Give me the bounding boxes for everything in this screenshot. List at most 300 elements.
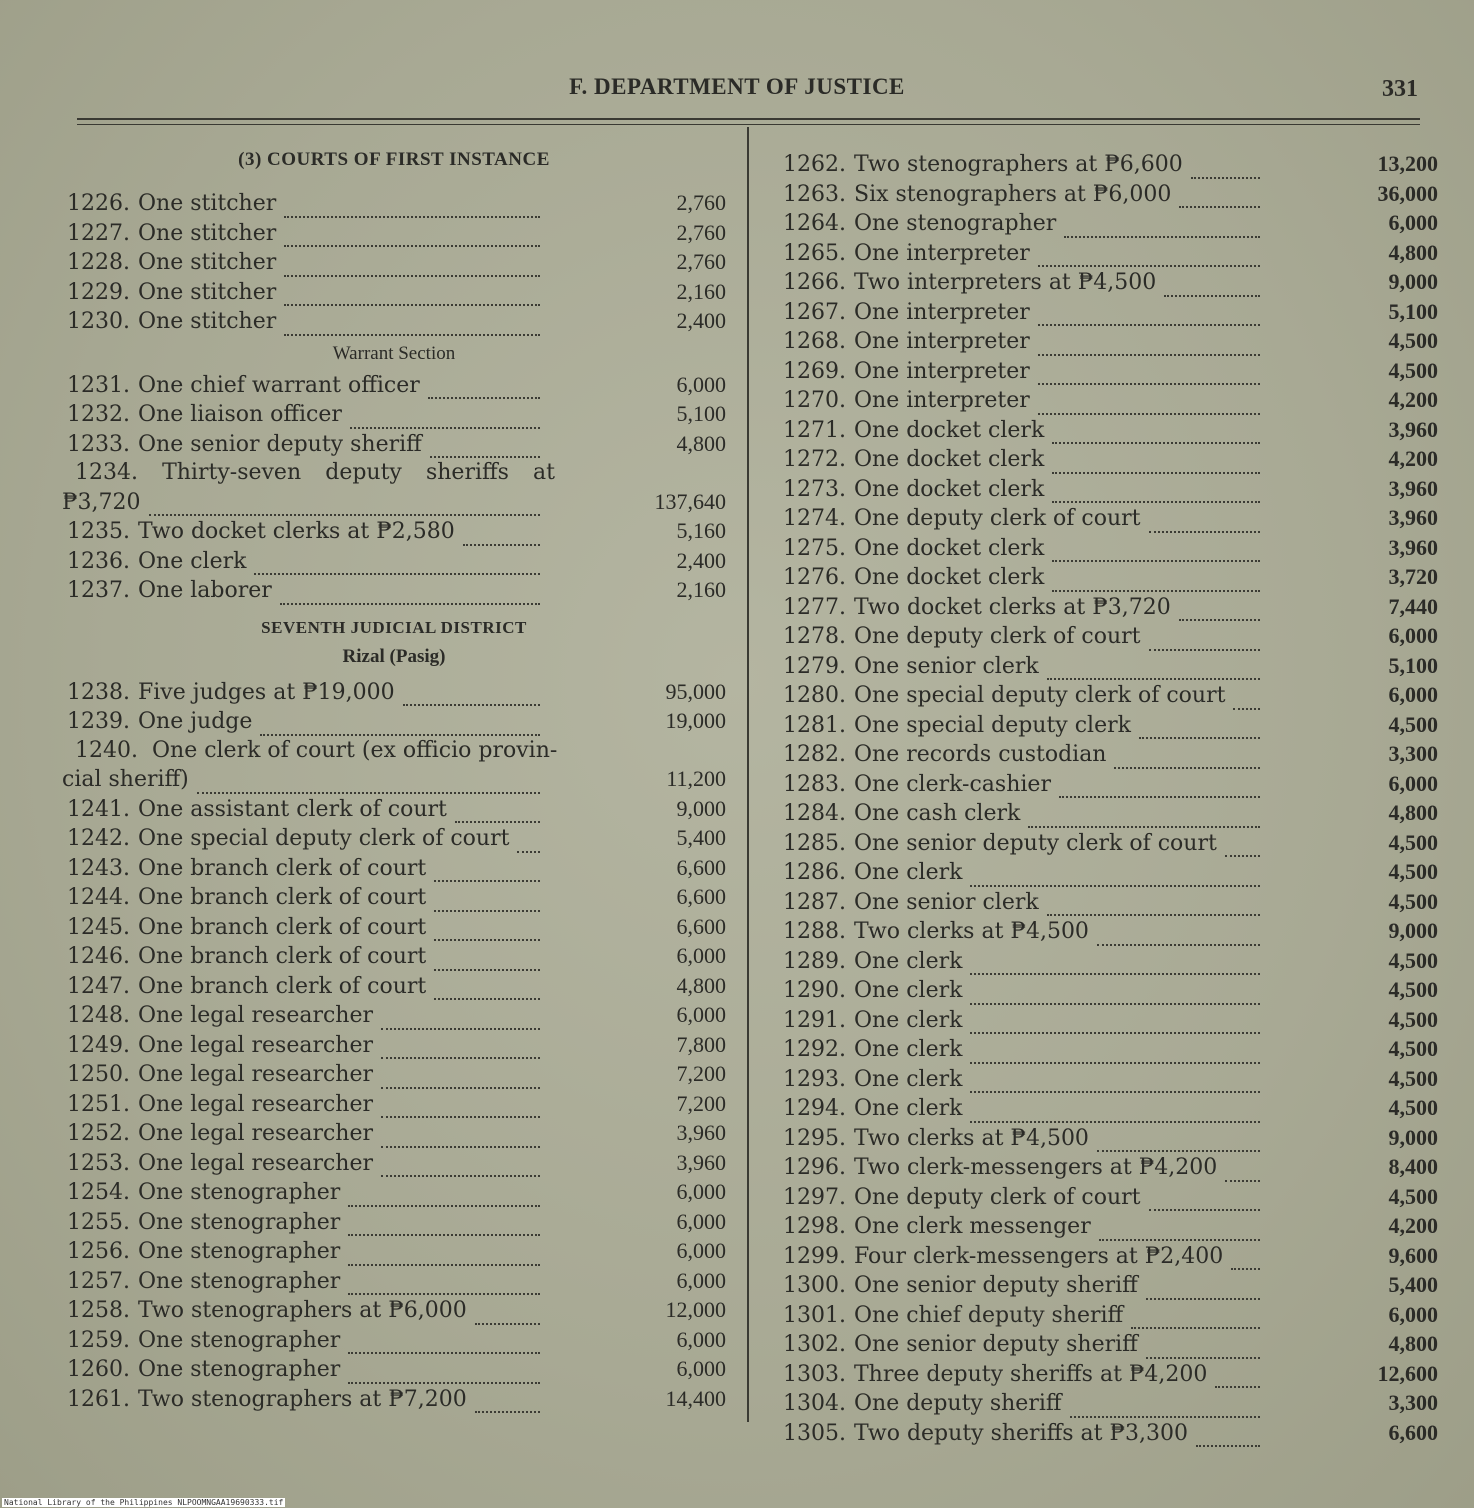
list-item — [778, 563, 1438, 593]
leader-dots — [284, 196, 540, 218]
leader-dots — [381, 1067, 540, 1089]
list-item — [778, 1419, 1438, 1449]
list-item — [62, 371, 726, 401]
leader-dots — [1038, 363, 1260, 385]
item-desc: One clerk of court (ex officio provin- — [151, 737, 558, 763]
leader-dots — [348, 1214, 540, 1236]
leader-dots — [1097, 924, 1260, 946]
list-item — [62, 459, 726, 517]
item-amount: 6,000 — [1388, 1301, 1438, 1327]
item-desc: One senior deputy clerk of court — [854, 830, 1217, 856]
item-number: 1277. — [783, 594, 846, 620]
list-item — [62, 1001, 726, 1031]
left-group-5 — [62, 795, 726, 1415]
list-item — [62, 1060, 726, 1090]
leader-dots — [1052, 452, 1260, 474]
item-number: 1304. — [783, 1391, 846, 1416]
item-amount: 4,500 — [1388, 357, 1438, 383]
item-number: 1241. — [67, 796, 130, 822]
item-number: 1271. — [783, 417, 846, 443]
page-number: 331 — [1382, 76, 1418, 102]
item-amount: 4,800 — [1388, 239, 1438, 265]
item-number: 1245. — [67, 914, 130, 940]
item-number: 1288. — [783, 919, 846, 944]
item-desc: One legal researcher — [138, 1091, 374, 1117]
item-desc: One interpreter — [854, 388, 1030, 413]
list-item — [778, 888, 1438, 918]
list-item — [778, 711, 1438, 741]
list-item — [778, 947, 1438, 977]
item-desc: One docket clerk — [854, 476, 1045, 502]
list-item — [62, 278, 726, 308]
leader-dots — [1114, 747, 1260, 769]
leader-dots — [1131, 1307, 1260, 1329]
list-item — [778, 829, 1438, 859]
list-item — [778, 386, 1438, 416]
item-desc: One legal researcher — [138, 1121, 374, 1146]
item-amount: 4,200 — [1388, 1213, 1438, 1238]
list-item — [62, 1178, 726, 1208]
item-desc: One special deputy clerk of court — [138, 826, 510, 851]
item-desc: One stenographer — [138, 1239, 341, 1264]
item-amount: 4,500 — [1388, 1036, 1438, 1061]
list-item — [62, 307, 726, 337]
item-number: 1290. — [783, 978, 846, 1003]
item-desc: One stenographer — [138, 1357, 341, 1382]
item-number: 1293. — [783, 1066, 846, 1092]
item-desc: One branch clerk of court — [138, 944, 427, 969]
item-desc: Five judges at ₱19,000 — [138, 679, 395, 705]
leader-dots — [1059, 776, 1260, 798]
item-desc: One senior deputy sheriff — [854, 1273, 1138, 1298]
item-number: 1284. — [783, 801, 846, 826]
item-number: 1303. — [783, 1361, 846, 1387]
item-desc: One docket clerk — [854, 447, 1045, 472]
item-number: 1297. — [783, 1184, 846, 1210]
item-number: 1273. — [783, 476, 846, 502]
header-rule-thin — [77, 124, 1420, 125]
item-amount: 6,600 — [1388, 1419, 1438, 1445]
list-item — [62, 248, 726, 278]
list-item — [62, 1267, 726, 1297]
item-desc: One chief warrant officer — [138, 372, 420, 398]
item-number: 1302. — [783, 1332, 846, 1357]
left-group-4 — [62, 678, 726, 737]
item-amount: 3,300 — [1388, 1390, 1438, 1415]
item-desc: One stenographer — [138, 1268, 341, 1294]
item-number: 1296. — [783, 1155, 846, 1180]
item-number: 1292. — [783, 1037, 846, 1062]
item-desc: One interpreter — [854, 240, 1030, 266]
item-amount: 3,960 — [676, 1149, 726, 1175]
item-desc: One chief deputy sheriff — [854, 1302, 1124, 1328]
item-amount: 4,800 — [676, 430, 726, 456]
leader-dots — [1139, 717, 1260, 739]
item-desc: One special deputy clerk — [854, 712, 1131, 738]
item-desc: One clerk — [854, 1007, 963, 1033]
item-amount: 6,600 — [676, 913, 726, 939]
item-number: 1286. — [783, 860, 846, 885]
item-number: 1300. — [783, 1273, 846, 1298]
item-number: 1227. — [67, 220, 130, 246]
list-item — [62, 547, 726, 577]
item-amount: 4,500 — [1388, 1183, 1438, 1209]
item-number: 1287. — [783, 889, 846, 915]
item-number: 1244. — [67, 885, 130, 910]
left-group-2 — [62, 371, 726, 460]
item-number: 1276. — [783, 565, 846, 590]
item-desc: One clerk — [854, 978, 963, 1003]
item-number: 1259. — [67, 1327, 130, 1353]
list-item — [778, 268, 1438, 298]
leader-dots — [1052, 422, 1260, 444]
leader-dots — [475, 1303, 540, 1325]
list-item — [62, 824, 726, 854]
leader-dots — [1164, 275, 1260, 297]
item-desc: One interpreter — [854, 329, 1030, 354]
list-item — [778, 1212, 1438, 1242]
page-header-title: F. DEPARTMENT OF JUSTICE — [569, 74, 905, 99]
item-amount: 4,800 — [676, 972, 726, 998]
item-amount: 9,000 — [1388, 918, 1438, 943]
list-item — [62, 1208, 726, 1238]
item-desc: One clerk — [854, 860, 963, 885]
list-item — [778, 298, 1438, 328]
list-item — [62, 972, 726, 1002]
item-number: 1270. — [783, 388, 846, 413]
list-item — [62, 737, 726, 795]
list-item — [778, 239, 1438, 269]
item-desc: One clerk — [854, 1037, 963, 1062]
item-amount: 6,000 — [1388, 210, 1438, 235]
leader-dots — [1146, 1278, 1260, 1300]
item-number: 1254. — [67, 1180, 130, 1205]
leader-dots — [517, 831, 540, 853]
leader-dots — [428, 377, 540, 399]
leader-dots — [434, 919, 540, 941]
list-item — [778, 1330, 1438, 1360]
item-number: 1230. — [67, 309, 130, 334]
item-desc: Two docket clerks at ₱3,720 — [854, 594, 1171, 620]
leader-dots — [1149, 1189, 1260, 1211]
leader-dots — [254, 553, 540, 575]
item-amount: 2,160 — [676, 577, 726, 602]
item-number: 1260. — [67, 1357, 130, 1382]
item-number: 1251. — [67, 1091, 130, 1117]
leader-dots — [1215, 1366, 1260, 1388]
item-desc: One docket clerk — [854, 565, 1045, 590]
list-item — [778, 1301, 1438, 1331]
item-amount: 4,200 — [1388, 387, 1438, 412]
item-desc: One interpreter — [854, 299, 1030, 325]
item-amount: 6,000 — [676, 371, 726, 397]
item-desc: One clerk messenger — [854, 1214, 1091, 1239]
list-item — [62, 883, 726, 913]
list-item — [62, 400, 726, 430]
item-amount: 6,600 — [676, 854, 726, 880]
item-amount: 95,000 — [665, 678, 726, 704]
list-item — [778, 1360, 1438, 1390]
item-desc-word: deputy — [325, 460, 402, 485]
item-number: 1232. — [67, 402, 130, 427]
item-desc: Two clerks at ₱4,500 — [854, 919, 1089, 944]
list-item — [778, 504, 1438, 534]
item-number: 1269. — [783, 358, 846, 384]
item-number: 1257. — [67, 1268, 130, 1294]
leader-dots — [1146, 1337, 1260, 1359]
item-amount: 3,960 — [676, 1120, 726, 1145]
item-amount: 3,300 — [1388, 741, 1438, 766]
list-item — [778, 858, 1438, 888]
item-number: 1266. — [783, 270, 846, 295]
item-amount: 2,760 — [676, 219, 726, 245]
leader-dots — [1070, 1396, 1261, 1418]
district-heading: SEVENTH JUDICIAL DISTRICT — [261, 617, 527, 637]
item-number: 1234. — [75, 460, 138, 485]
item-desc: One stitcher — [138, 220, 277, 246]
leader-dots — [284, 314, 540, 336]
item-desc: One stenographer — [138, 1180, 341, 1205]
item-number: 1248. — [67, 1003, 130, 1028]
item-amount: 9,600 — [1388, 1242, 1438, 1268]
list-item — [778, 150, 1438, 180]
item-number: 1238. — [67, 679, 130, 705]
item-desc: One deputy clerk of court — [854, 506, 1141, 531]
leader-dots — [1052, 570, 1260, 592]
item-number: 1282. — [783, 742, 846, 767]
item-number: 1255. — [67, 1209, 130, 1235]
list-item — [62, 854, 726, 884]
list-item — [778, 976, 1438, 1006]
item-desc: Two stenographers at ₱6,000 — [138, 1298, 467, 1323]
scan-footer: National Library of the Philippines NLPOOMNGAA19690333.tif — [4, 1498, 284, 1507]
item-desc: One stenographer — [138, 1209, 341, 1235]
item-desc: One stitcher — [138, 250, 277, 275]
item-number: 1226. — [67, 191, 130, 216]
item-desc: One interpreter — [854, 358, 1030, 384]
item-desc: One records custodian — [854, 742, 1107, 767]
list-item — [778, 209, 1438, 239]
item-desc: One stitcher — [138, 279, 277, 305]
item-desc: One liaison officer — [138, 402, 342, 427]
leader-dots — [149, 494, 540, 516]
item-number: 1258. — [67, 1298, 130, 1323]
section-title: (3) COURTS OF FIRST INSTANCE — [238, 149, 550, 170]
list-item — [778, 917, 1438, 947]
item-amount: 6,000 — [676, 1179, 726, 1204]
left-group-1 — [62, 189, 726, 337]
leader-dots — [1038, 245, 1260, 267]
item-desc: One docket clerk — [854, 535, 1045, 561]
leader-dots — [348, 1273, 540, 1295]
leader-dots — [1028, 806, 1260, 828]
item-amount: 4,500 — [1388, 1065, 1438, 1091]
item-desc: One stenographer — [138, 1327, 341, 1353]
item-number: 1274. — [783, 506, 846, 531]
leader-dots — [434, 860, 540, 882]
item-desc-continued: ₱3,720 — [62, 489, 141, 515]
leader-dots — [284, 255, 540, 277]
leader-dots — [381, 1155, 540, 1177]
item-amount: 11,200 — [666, 766, 726, 791]
list-item — [62, 517, 726, 547]
item-amount: 6,000 — [1388, 623, 1438, 648]
item-desc: One judge — [138, 709, 253, 734]
leader-dots — [463, 524, 540, 546]
leader-dots — [434, 978, 540, 1000]
item-amount: 5,400 — [676, 825, 726, 850]
item-number: 1240. — [75, 737, 138, 763]
item-number: 1263. — [783, 181, 846, 207]
list-item — [778, 681, 1438, 711]
list-item — [62, 1385, 726, 1415]
item-desc: One senior deputy sheriff — [854, 1332, 1138, 1357]
list-item — [778, 652, 1438, 682]
warrant-section-heading: Warrant Section — [332, 342, 456, 364]
item-number: 1246. — [67, 944, 130, 969]
leader-dots — [970, 1042, 1260, 1064]
leader-dots — [970, 1012, 1260, 1034]
item-amount: 6,000 — [1388, 770, 1438, 796]
item-desc: One special deputy clerk of court — [854, 683, 1226, 708]
item-number: 1262. — [783, 152, 846, 177]
list-item — [778, 799, 1438, 829]
item-amount: 6,000 — [676, 1267, 726, 1293]
item-amount: 4,800 — [1388, 800, 1438, 825]
item-desc: One assistant clerk of court — [138, 796, 447, 822]
item-amount: 5,160 — [676, 518, 726, 543]
leader-dots — [970, 1101, 1260, 1123]
item-desc: One senior deputy sheriff — [138, 431, 422, 457]
list-item — [62, 1031, 726, 1061]
leader-dots — [381, 1008, 540, 1030]
item-number: 1280. — [783, 683, 846, 708]
item-amount: 2,760 — [676, 249, 726, 274]
item-number: 1265. — [783, 240, 846, 266]
item-amount: 6,000 — [1388, 682, 1438, 707]
item-amount: 6,000 — [676, 1208, 726, 1234]
item-number: 1231. — [67, 372, 130, 398]
item-number: 1301. — [783, 1302, 846, 1328]
header-rule — [77, 118, 1420, 120]
leader-dots — [284, 284, 540, 306]
item-amount: 12,600 — [1377, 1360, 1438, 1386]
left-group-3 — [62, 517, 726, 606]
item-amount: 3,960 — [1388, 475, 1438, 501]
list-item — [778, 327, 1438, 357]
leader-dots — [381, 1126, 540, 1148]
leader-dots — [970, 953, 1260, 975]
leader-dots — [1149, 629, 1260, 651]
item-amount: 13,200 — [1377, 151, 1438, 176]
leader-dots — [1191, 157, 1260, 179]
leader-dots — [1231, 1248, 1260, 1270]
list-item — [62, 219, 726, 249]
list-item — [62, 189, 726, 219]
item-amount: 4,500 — [1388, 888, 1438, 914]
item-number: 1298. — [783, 1214, 846, 1239]
item-number: 1235. — [67, 519, 130, 544]
item-desc: One clerk — [854, 1096, 963, 1121]
item-amount: 5,100 — [676, 401, 726, 426]
item-desc: Two clerk-messengers at ₱4,200 — [854, 1155, 1218, 1180]
item-number: 1272. — [783, 447, 846, 472]
leader-dots — [348, 1332, 540, 1354]
leader-dots — [970, 983, 1260, 1005]
item-amount: 14,400 — [665, 1385, 726, 1411]
item-desc-continued: cial sheriff) — [62, 767, 189, 792]
item-desc: One clerk — [854, 1066, 963, 1092]
item-desc-word: Thirty-seven — [162, 460, 302, 485]
item-amount: 9,000 — [1388, 269, 1438, 294]
item-amount: 137,640 — [654, 488, 726, 514]
item-amount: 6,600 — [676, 884, 726, 909]
column-divider — [747, 127, 749, 1422]
item-amount: 7,200 — [676, 1061, 726, 1086]
leader-dots — [1179, 186, 1260, 208]
item-amount: 2,160 — [676, 278, 726, 304]
list-item — [778, 622, 1438, 652]
item-amount: 19,000 — [665, 708, 726, 733]
item-amount: 4,500 — [1388, 1006, 1438, 1032]
list-item — [62, 1237, 726, 1267]
item-number: 1243. — [67, 855, 130, 881]
item-amount: 4,500 — [1388, 711, 1438, 737]
item-desc: One stitcher — [138, 309, 277, 334]
item-desc: Two interpreters at ₱4,500 — [854, 270, 1157, 295]
list-item — [62, 576, 726, 606]
item-amount: 7,800 — [676, 1031, 726, 1057]
item-amount: 6,000 — [676, 1238, 726, 1263]
item-number: 1253. — [67, 1150, 130, 1176]
item-amount: 6,000 — [676, 1002, 726, 1027]
item-number: 1285. — [783, 830, 846, 856]
item-amount: 2,400 — [676, 547, 726, 573]
list-item — [62, 1296, 726, 1326]
item-amount: 3,960 — [1388, 416, 1438, 442]
item-number: 1264. — [783, 211, 846, 236]
list-item — [778, 1094, 1438, 1124]
item-amount: 2,400 — [676, 308, 726, 333]
item-desc: Three deputy sheriffs at ₱4,200 — [854, 1361, 1208, 1387]
leader-dots — [1225, 835, 1260, 857]
item-desc: One stenographer — [854, 211, 1057, 236]
list-item — [62, 1149, 726, 1179]
item-desc: One laborer — [138, 578, 272, 603]
item-amount: 4,500 — [1388, 859, 1438, 884]
item-amount: 5,100 — [1388, 298, 1438, 324]
item-number: 1228. — [67, 250, 130, 275]
leader-dots — [1064, 216, 1260, 238]
item-desc: Two deputy sheriffs at ₱3,300 — [854, 1420, 1188, 1446]
leader-dots — [1038, 393, 1260, 415]
list-item — [62, 913, 726, 943]
item-desc: One stitcher — [138, 191, 277, 216]
list-item — [778, 1124, 1438, 1154]
list-item — [778, 475, 1438, 505]
list-item — [778, 1183, 1438, 1213]
list-item — [778, 1153, 1438, 1183]
leader-dots — [970, 1071, 1260, 1093]
item-desc: Six stenographers at ₱6,000 — [854, 181, 1172, 207]
item-number: 1250. — [67, 1062, 130, 1087]
item-amount: 6,000 — [676, 943, 726, 968]
item-number: 1289. — [783, 948, 846, 974]
leader-dots — [348, 1244, 540, 1266]
item-desc: One legal researcher — [138, 1150, 374, 1176]
list-item — [778, 593, 1438, 623]
list-item — [62, 707, 726, 737]
